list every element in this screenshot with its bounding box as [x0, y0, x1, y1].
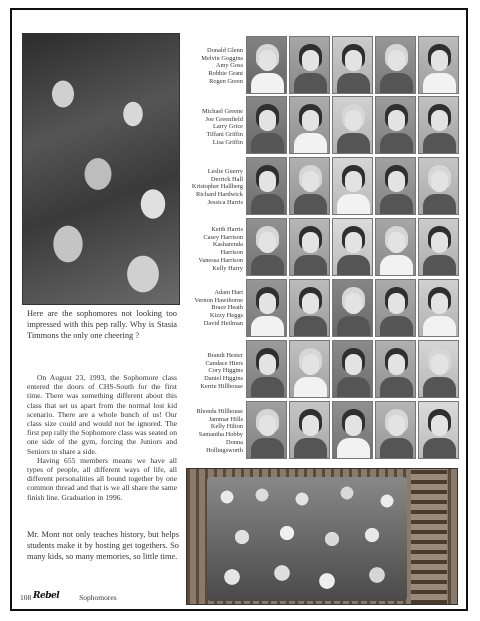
mr-mont-caption: Mr. Mont not only teaches history, but helps students make it by hosting get togethers. So many kids, so many memories, so little time.: [27, 530, 179, 561]
student-portrait: [289, 340, 330, 398]
portrait-shirt: [423, 255, 456, 276]
portrait-face: [388, 171, 405, 192]
portrait-shirt: [380, 194, 413, 215]
portrait-shirt: [251, 377, 284, 398]
student-portrait: [375, 340, 416, 398]
student-portrait: [246, 401, 287, 459]
section-label: Sophomores: [79, 593, 117, 602]
portrait-face: [302, 354, 319, 375]
student-portrait: [418, 157, 459, 215]
portrait-shirt: [251, 438, 284, 459]
name-list-row-3: [183, 168, 243, 207]
portrait-face: [259, 232, 276, 253]
portrait-shirt: [251, 255, 284, 276]
student-portrait: [332, 96, 373, 154]
student-name: Melvin Goggins: [201, 54, 243, 62]
student-portrait: [332, 36, 373, 94]
student-portrait: [418, 279, 459, 337]
stair-railing: [411, 469, 447, 604]
portrait-face: [388, 50, 405, 71]
student-portrait: [289, 157, 330, 215]
student-name: Kristopher Hallberg: [191, 183, 243, 191]
name-list-row-1: [183, 47, 243, 86]
student-name: Donna: [225, 438, 243, 446]
portrait-face: [302, 415, 319, 436]
portrait-shirt: [337, 133, 370, 154]
pep-rally-photo: [22, 33, 180, 305]
student-name: Daniel Higgins: [204, 375, 243, 383]
student-portrait: [289, 279, 330, 337]
portrait-face: [259, 415, 276, 436]
student-portrait: [375, 96, 416, 154]
student-portrait: [246, 96, 287, 154]
portrait-shirt: [294, 255, 327, 276]
yearbook-logo: Rebel: [33, 591, 60, 601]
student-name: Kelly Hilton: [210, 423, 243, 431]
student-portrait: [289, 218, 330, 276]
portrait-shirt: [380, 438, 413, 459]
student-group: [207, 477, 407, 601]
student-name: Vanessa Harrison: [198, 256, 243, 264]
portrait-face: [259, 50, 276, 71]
student-name: Kizzy Heggs: [209, 312, 243, 320]
student-portrait: [418, 96, 459, 154]
portrait-face: [431, 415, 448, 436]
portrait-face: [431, 171, 448, 192]
name-list-row-5: [183, 289, 243, 328]
student-portrait: [332, 401, 373, 459]
story-paragraph: On August 23, 1993, the Sophomore class entered the doors of CHS-South for the first time. There was something different about this class that set us apart from the normal lost kid scenario. There are a whole bunch of us! Our class size could and would not be ignored. The first pep rally the Sophomore class was seated on one side of the gym, forcing the Juniors and Seniors to share a side.: [27, 373, 177, 456]
student-portrait: [418, 401, 459, 459]
portrait-shirt: [423, 316, 456, 337]
portrait-shirt: [337, 438, 370, 459]
portrait-face: [259, 171, 276, 192]
name-list-row-4: [183, 226, 243, 272]
portrait-shirt: [294, 438, 327, 459]
portrait-face: [345, 232, 362, 253]
portrait-shirt: [251, 316, 284, 337]
student-portrait: [375, 218, 416, 276]
portrait-face: [302, 232, 319, 253]
portrait-face: [259, 110, 276, 131]
student-portrait: [375, 157, 416, 215]
portrait-face: [388, 110, 405, 131]
portrait-face: [302, 293, 319, 314]
student-name: Adam Hart: [214, 289, 243, 296]
student-portrait: [289, 96, 330, 154]
group-photo: [186, 468, 458, 605]
portrait-face: [431, 293, 448, 314]
portrait-shirt: [380, 133, 413, 154]
student-name: Harrison: [220, 249, 243, 257]
student-portrait: [246, 279, 287, 337]
portrait-face: [259, 293, 276, 314]
student-portrait: [418, 36, 459, 94]
sophomore-story: [27, 373, 177, 502]
portrait-shirt: [251, 133, 284, 154]
portrait-shirt: [294, 133, 327, 154]
pep-rally-caption: Here are the sophomores not looking too impressed with this pep rally. Why is Stasia Timmons the only one cheering ?: [27, 309, 177, 340]
student-portrait: [289, 401, 330, 459]
portrait-shirt: [423, 73, 456, 94]
story-paragraph: Having 655 members means we have all types of people, all different ways of life, all different personalities all bound together by one common thread and that is we all share the same finish line. Graduation in 1996.: [27, 455, 177, 502]
portrait-face: [431, 354, 448, 375]
student-name: Candace Hiers: [205, 359, 243, 367]
page-number: 108: [20, 593, 32, 602]
portrait-face: [345, 354, 362, 375]
student-name: Casey Harrison: [203, 233, 243, 241]
portrait-shirt: [337, 316, 370, 337]
student-portrait: [375, 279, 416, 337]
student-name: Kerrie Hillhouse: [200, 382, 243, 390]
portrait-shirt: [423, 438, 456, 459]
portrait-face: [431, 232, 448, 253]
portrait-shirt: [251, 73, 284, 94]
student-name: Amy Goss: [215, 62, 243, 70]
student-name: Keith Harris: [211, 226, 243, 233]
student-portrait: [246, 157, 287, 215]
portrait-face: [388, 415, 405, 436]
student-name: Tiffani Griffin: [206, 131, 243, 139]
portrait-shirt: [294, 316, 327, 337]
portrait-face: [345, 171, 362, 192]
portrait-shirt: [337, 377, 370, 398]
student-name: Kelly Harry: [212, 264, 243, 272]
portrait-face: [431, 110, 448, 131]
portrait-shirt: [337, 73, 370, 94]
student-portrait: [418, 340, 459, 398]
student-name: Brace Heath: [211, 304, 243, 312]
student-name: Lisa Griffin: [212, 138, 243, 146]
student-portrait: [246, 218, 287, 276]
portrait-face: [302, 110, 319, 131]
portrait-face: [388, 293, 405, 314]
student-portrait: [332, 218, 373, 276]
student-name: Kasharenda: [212, 241, 243, 249]
student-portrait: [375, 36, 416, 94]
portrait-shirt: [294, 194, 327, 215]
portrait-shirt: [380, 377, 413, 398]
portrait-shirt: [337, 194, 370, 215]
portrait-shirt: [380, 73, 413, 94]
student-name: Rhonda Hillhouse: [196, 408, 243, 415]
portrait-face: [302, 171, 319, 192]
portrait-shirt: [423, 133, 456, 154]
name-list-row-2: [183, 108, 243, 147]
student-portrait: [332, 340, 373, 398]
name-list-row-7: [183, 408, 243, 454]
student-name: Samantha Hobby: [198, 431, 243, 439]
student-name: Cory Higgins: [208, 367, 243, 375]
student-name: Richard Hardwick: [195, 191, 243, 199]
student-portrait: [289, 36, 330, 94]
student-name: Leslie Guerry: [207, 168, 243, 175]
student-portrait: [332, 279, 373, 337]
student-name: Larry Grice: [213, 123, 243, 131]
student-portrait: [246, 36, 287, 94]
student-name: Jessica Harris: [207, 198, 243, 206]
portrait-shirt: [294, 73, 327, 94]
student-name: Donald Glenn: [206, 47, 243, 54]
portrait-shirt: [423, 194, 456, 215]
portrait-face: [345, 110, 362, 131]
portrait-face: [388, 232, 405, 253]
student-name: Vernon Hawthorne: [194, 296, 243, 304]
student-portrait: [332, 157, 373, 215]
student-name: Michael Greene: [202, 108, 243, 115]
portrait-shirt: [423, 377, 456, 398]
student-portrait: [246, 340, 287, 398]
portrait-face: [431, 50, 448, 71]
student-name: Jammar Hills: [208, 415, 243, 423]
student-name: David Heilman: [203, 319, 243, 327]
portrait-face: [259, 354, 276, 375]
student-name: Derrick Hall: [210, 175, 243, 183]
portrait-face: [345, 293, 362, 314]
portrait-shirt: [251, 194, 284, 215]
portrait-shirt: [380, 316, 413, 337]
student-name: Brandi Hester: [207, 352, 243, 359]
student-name: Robbie Grant: [208, 70, 243, 78]
portrait-face: [302, 50, 319, 71]
portrait-face: [388, 354, 405, 375]
name-list-row-6: [183, 352, 243, 391]
student-portrait: [418, 218, 459, 276]
portrait-face: [345, 415, 362, 436]
student-name: Rogen Green: [209, 77, 243, 85]
portrait-face: [345, 50, 362, 71]
student-name: Joe Greenfield: [205, 115, 243, 123]
student-name: Hollingsworth: [206, 446, 243, 454]
portrait-shirt: [380, 255, 413, 276]
portrait-shirt: [337, 255, 370, 276]
portrait-shirt: [294, 377, 327, 398]
student-portrait: [375, 401, 416, 459]
